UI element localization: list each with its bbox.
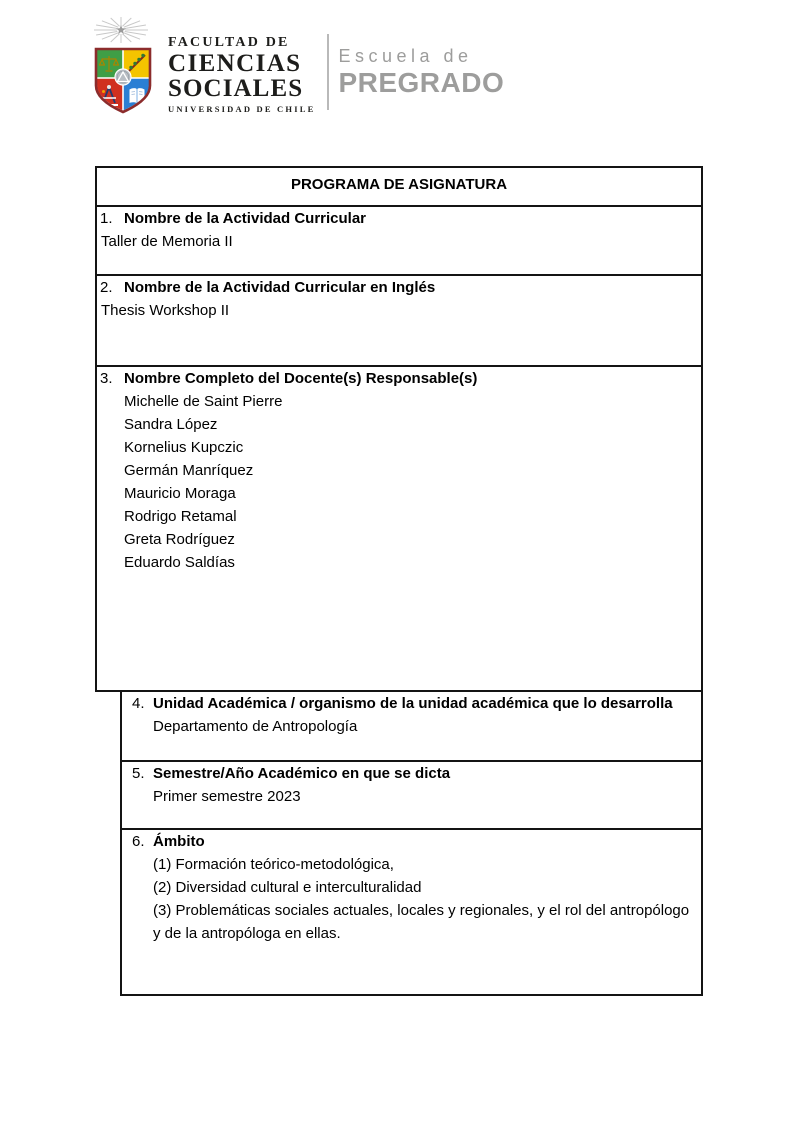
ambito-item: (2) Diversidad cultural e interculturalidad [153, 879, 422, 896]
section-number: 4. [132, 695, 145, 712]
section-heading [122, 830, 701, 853]
section-heading-text: Unidad Académica / organismo de la unidad académica que lo desarrolla [153, 695, 673, 712]
section-number: 1. [100, 210, 113, 227]
section-row-4 [122, 692, 701, 760]
section-row-6 [122, 828, 701, 994]
faculty-wordmark [168, 34, 315, 114]
section-heading [97, 367, 701, 390]
faculty-line-3: SOCIALES [168, 75, 304, 102]
docente-name: Kornelius Kupczic [124, 439, 244, 456]
university-name: UNIVERSIDAD DE CHILE [168, 104, 316, 114]
school-line-2: PREGRADO [338, 67, 505, 98]
section-number: 3. [100, 370, 113, 387]
docente-name: Michelle de Saint Pierre [124, 393, 283, 410]
document-title: PROGRAMA DE ASIGNATURA [290, 176, 508, 193]
section-row-3 [97, 365, 701, 690]
ambito-item: (1) Formación teórico-metodológica, [153, 856, 394, 873]
docente-name: Greta Rodríguez [124, 531, 235, 548]
section-heading [97, 276, 701, 299]
section-number: 5. [132, 765, 145, 782]
section-heading-text: Semestre/Año Académico en que se dicta [153, 765, 451, 782]
section-heading [97, 207, 701, 230]
section-row-5 [122, 760, 701, 828]
docente-name: Sandra López [124, 416, 218, 433]
section-row-2 [97, 274, 701, 365]
program-table-indented [120, 692, 703, 996]
school-wordmark [338, 44, 504, 98]
faculty-line-1: FACULTAD DE [168, 35, 290, 50]
section-number: 2. [100, 279, 113, 296]
section-heading-text: Nombre Completo del Docente(s) Responsable(s) [124, 370, 478, 387]
program-document [95, 166, 703, 996]
section-heading [122, 692, 701, 715]
logo-divider [327, 34, 329, 110]
ambito-item: (3) Problemáticas sociales actuales, locales y regionales, y el rol del antropólogo y de la antropóloga en ellas. [153, 902, 690, 942]
table-title-row [97, 168, 701, 205]
university-shield-icon [88, 14, 158, 118]
section-heading-text: Ámbito [153, 833, 205, 850]
faculty-line-2: CIENCIAS [168, 50, 302, 77]
section-content: Taller de Memoria II [101, 233, 233, 250]
section-content: Thesis Workshop II [101, 302, 230, 319]
docente-name: Eduardo Saldías [124, 554, 235, 571]
section-content: Primer semestre 2023 [153, 788, 301, 805]
center-emblem-icon [115, 69, 131, 85]
program-table [95, 166, 703, 692]
school-line-1: Escuela de [338, 46, 473, 66]
section-heading [122, 762, 701, 785]
section-row-1 [97, 205, 701, 274]
faculty-logo [88, 14, 504, 118]
section-number: 6. [132, 833, 145, 850]
docente-name: Germán Manríquez [124, 462, 254, 479]
section-content: Departamento de Antropología [153, 718, 358, 735]
section-heading-text: Nombre de la Actividad Curricular en Inglés [124, 279, 436, 296]
section-heading-text: Nombre de la Actividad Curricular [124, 210, 367, 227]
docente-name: Mauricio Moraga [124, 485, 236, 502]
docente-name: Rodrigo Retamal [124, 508, 237, 525]
